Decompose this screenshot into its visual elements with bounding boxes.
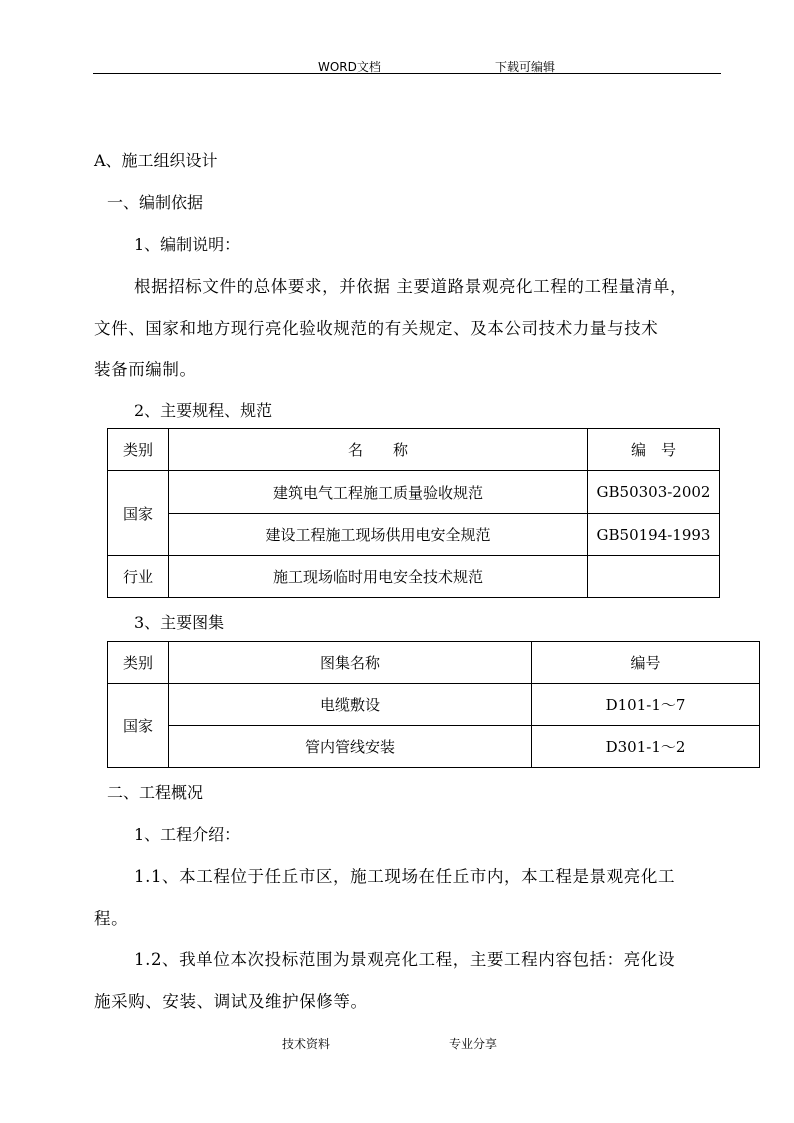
footer-right-text: 专业分享 xyxy=(449,1037,498,1051)
category-cell: 行业 xyxy=(108,556,169,598)
code-cell: D301-1～2 xyxy=(532,726,760,768)
paragraph-line: 1.2、我单位本次投标范围为景观亮化工程，主要工程内容包括：亮化设 xyxy=(134,950,676,969)
table-header-cell: 编号 xyxy=(532,642,760,684)
subheading-atlases: 3、主要图集 xyxy=(134,613,225,632)
section-heading-basis: 一、编制依据 xyxy=(107,193,204,212)
code-cell xyxy=(588,556,720,598)
header-left-text: WORD文档 xyxy=(318,60,381,74)
table-row xyxy=(108,556,720,598)
regulations-table xyxy=(107,428,720,598)
code-cell: GB50194-1993 xyxy=(588,514,720,556)
section-heading-overview: 二、工程概况 xyxy=(107,783,204,802)
table-row xyxy=(108,726,760,768)
paragraph-line: 装备而编制。 xyxy=(94,360,197,379)
subheading-introduction: 1、工程介绍： xyxy=(134,825,241,844)
paragraph-line: 施采购、安装、调试及维护保修等。 xyxy=(94,992,368,1011)
paragraph-line: 1.1、本工程位于任丘市区，施工现场在任丘市内，本工程是景观亮化工 xyxy=(134,867,676,886)
header-right-text: 下载可编辑 xyxy=(495,60,556,74)
table-header-cell: 图集名称 xyxy=(169,642,532,684)
code-cell: D101-1～7 xyxy=(532,684,760,726)
name-cell: 施工现场临时用电安全技术规范 xyxy=(169,556,588,598)
table-header-row xyxy=(108,429,720,471)
name-cell: 建筑电气工程施工质量验收规范 xyxy=(169,471,588,514)
doc-title: A、施工组织设计 xyxy=(94,151,218,170)
code-cell: GB50303-2002 xyxy=(588,471,720,514)
paragraph-line: 文件、国家和地方现行亮化验收规范的有关规定、及本公司技术力量与技术 xyxy=(94,319,659,338)
atlas-table xyxy=(107,641,760,768)
paragraph-line: 程。 xyxy=(94,909,129,928)
paragraph-line: 根据招标文件的总体要求，并依据 主要道路景观亮化工程的工程量清单， xyxy=(134,277,688,296)
name-cell: 管内管线安装 xyxy=(169,726,532,768)
category-cell: 国家 xyxy=(108,684,169,768)
header-rule xyxy=(93,73,721,74)
category-cell: 国家 xyxy=(108,471,169,556)
table-row xyxy=(108,471,720,514)
table-row xyxy=(108,514,720,556)
table-header-cell: 名 称 xyxy=(169,429,588,471)
table-header-cell: 类别 xyxy=(108,642,169,684)
table-header-cell: 类别 xyxy=(108,429,169,471)
subheading-explanation: 1、编制说明： xyxy=(134,235,241,254)
subheading-regulations: 2、主要规程、规范 xyxy=(134,401,273,420)
name-cell: 电缆敷设 xyxy=(169,684,532,726)
table-header-cell: 编 号 xyxy=(588,429,720,471)
table-row xyxy=(108,684,760,726)
table-header-row xyxy=(108,642,760,684)
footer-left-text: 技术资料 xyxy=(282,1037,331,1051)
name-cell: 建设工程施工现场供用电安全规范 xyxy=(169,514,588,556)
